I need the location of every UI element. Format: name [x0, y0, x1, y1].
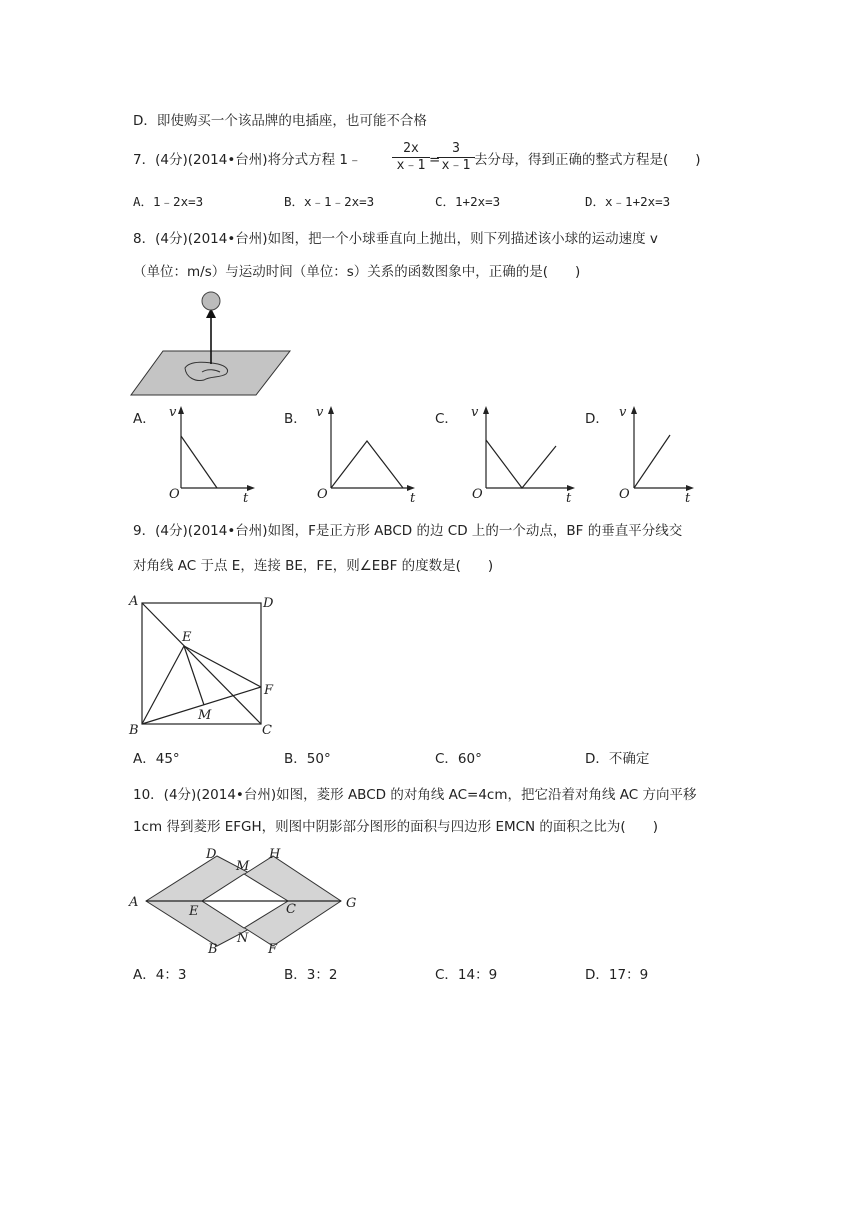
q8-option-b: B． — [284, 411, 307, 427]
q10-option-d: D．17：9 — [585, 967, 649, 983]
velocity-line — [331, 441, 403, 488]
q8-option-a: A． — [133, 411, 156, 427]
q9-option-a: A．45° — [133, 751, 180, 767]
q6-option-d: D．即使购买一个该品牌的电插座，也可能不合格 — [133, 113, 427, 129]
label-e: E — [189, 904, 199, 919]
graph-d — [618, 402, 698, 506]
axis-x-label: t — [410, 491, 416, 506]
q7-suffix: 去分母，得到正确的整式方程是( ) — [474, 152, 701, 168]
axis-x-label: t — [566, 491, 572, 506]
q10-stem-line-1: 10．(4分)(2014•台州)如图，菱形 ABCD 的对角线 AC=4cm，把它沿着对角线 AC 方向平移 — [133, 787, 697, 803]
q7-option-b: B．x﹣1﹣2x=3 — [284, 194, 375, 209]
graph-a — [165, 402, 260, 506]
rhombus-figure — [128, 843, 368, 961]
q9-stem-line-2: 对角线 AC 于点 E，连接 BE，FE，则∠EBF 的度数是( ) — [133, 558, 494, 574]
velocity-line — [181, 436, 217, 488]
velocity-line — [634, 435, 670, 488]
label-f: F — [264, 683, 274, 698]
ball-toss-figure — [130, 288, 295, 400]
q7-option-c: C．1+2x=3 — [435, 194, 501, 209]
axis-x-label: t — [685, 491, 691, 506]
origin-label: O — [169, 487, 180, 502]
axis-y-label: v — [316, 405, 324, 420]
q10-option-c: C．14：9 — [435, 967, 498, 983]
q7-frac1-numerator: 2x — [403, 141, 419, 156]
q7-frac1-denominator: x﹣1 — [396, 158, 426, 173]
square-figure — [128, 590, 283, 738]
label-d: D — [206, 847, 217, 862]
label-d: D — [263, 596, 274, 611]
label-a: A — [129, 895, 139, 910]
q7-frac2-numerator: 3 — [452, 141, 460, 156]
label-c: C — [286, 902, 296, 917]
label-h: H — [269, 847, 281, 862]
axis-y-label: v — [619, 405, 627, 420]
q7-fraction-1 — [392, 141, 430, 174]
q8-option-d: D． — [585, 411, 609, 427]
q7-option-a: A．1﹣2x=3 — [133, 194, 204, 209]
label-b: B — [129, 723, 139, 738]
q7-equals: = — [429, 152, 441, 168]
label-e: E — [182, 630, 192, 645]
label-f: F — [268, 942, 278, 957]
q7-prefix: 7．(4分)(2014•台州)将分式方程 1﹣ — [133, 152, 362, 168]
q8-stem-line-1: 8．(4分)(2014•台州)如图，把一个小球垂直向上抛出，则下列描述该小球的运动速度 v — [133, 231, 658, 247]
label-a: A — [129, 594, 139, 609]
q9-stem-line-1: 9．(4分)(2014•台州)如图，F是正方形 ABCD 的边 CD 上的一个动点，BF 的垂直平分线交 — [133, 523, 683, 539]
origin-label: O — [317, 487, 328, 502]
q7-frac2-denominator: x﹣1 — [441, 158, 471, 173]
label-m: M — [198, 708, 212, 723]
q8-stem-line-2: （单位：m/s）与运动时间（单位：s）关系的函数图象中，正确的是( ) — [133, 264, 581, 280]
q9-option-b: B．50° — [284, 751, 331, 767]
origin-label: O — [619, 487, 630, 502]
q9-option-c: C．60° — [435, 751, 482, 767]
axis-y-label: v — [471, 405, 479, 420]
axis-x-label: t — [243, 491, 249, 506]
q8-option-c: C． — [435, 411, 458, 427]
label-c: C — [262, 723, 272, 738]
q10-option-a: A．4：3 — [133, 967, 187, 983]
q9-option-d: D．不确定 — [585, 751, 650, 767]
q10-stem-line-2: 1cm 得到菱形 EFGH，则图中阴影部分图形的面积与四边形 EMCN 的面积之比为( ) — [133, 819, 658, 835]
q7-fraction-2 — [437, 141, 475, 174]
label-n: N — [237, 931, 249, 946]
label-b: B — [208, 942, 218, 957]
velocity-line — [486, 440, 556, 488]
label-g: G — [346, 896, 357, 911]
graph-b — [315, 402, 420, 506]
axis-y-label: v — [169, 405, 177, 420]
q10-option-b: B．3：2 — [284, 967, 338, 983]
graph-c — [470, 402, 580, 506]
ball-icon — [202, 292, 220, 310]
label-m: M — [236, 859, 250, 874]
q7-option-d: D．x﹣1+2x=3 — [585, 194, 671, 209]
origin-label: O — [472, 487, 483, 502]
